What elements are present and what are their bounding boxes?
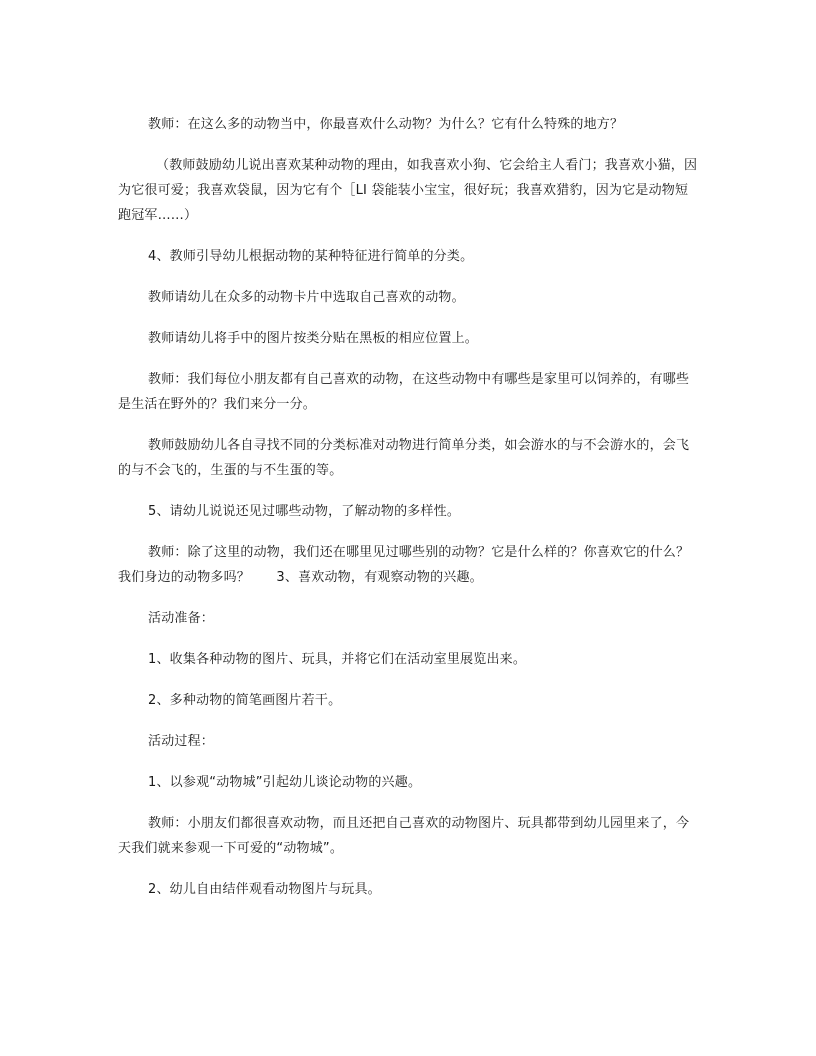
document-body xyxy=(118,112,700,918)
paragraph-prep-1: 1、收集各种动物的图片、玩具，并将它们在活动室里展览出来。 xyxy=(148,652,527,667)
paragraph-step-4: 4、教师引导幼儿根据动物的某种特征进行简单的分类。 xyxy=(148,249,474,264)
paragraph-teacher-other-animals: 教师：除了这里的动物，我们还在哪里见过哪些别的动物？它是什么样的？你喜欢它的什么？我们身边的动物多吗？ 3、喜欢动物，有观察动物的兴趣。 xyxy=(118,545,690,585)
paragraph-teacher-visit: 教师：小朋友们都很喜欢动物，而且还把自己喜欢的动物图片、玩具都带到幼儿园里来了，今天我们就来参观一下可爱的“动物城”。 xyxy=(118,816,690,856)
paragraph-prep-2: 2、多种动物的简笔画图片若干。 xyxy=(148,693,342,708)
paragraph-post-pictures: 教师请幼儿将手中的图片按类分贴在黑板的相应位置上。 xyxy=(148,331,479,346)
paragraph-teacher-question: 教师：在这么多的动物当中，你最喜欢什么动物？为什么？它有什么特殊的地方？ xyxy=(148,117,624,132)
paragraph-reasons-note: （教师鼓励幼儿说出喜欢某种动物的理由，如我喜欢小狗、它会给主人看门；我喜欢小猫，因为它很可爱；我喜欢袋鼠，因为它有个［LI 袋能装小宝宝，很好玩；我喜欢猎豹，因为它是动物短跑冠军……） xyxy=(118,158,698,223)
paragraph-teacher-classify: 教师：我们每位小朋友都有自己喜欢的动物，在这些动物中有哪些是家里可以饲养的，有哪些是生活在野外的？我们来分一分。 xyxy=(118,372,690,412)
paragraph-process-2: 2、幼儿自由结伴观看动物图片与玩具。 xyxy=(148,882,381,897)
paragraph-step-5: 5、请幼儿说说还见过哪些动物，了解动物的多样性。 xyxy=(148,504,461,519)
paragraph-select-cards: 教师请幼儿在众多的动物卡片中选取自己喜欢的动物。 xyxy=(148,290,465,305)
heading-activity-process: 活动过程： xyxy=(148,734,215,749)
paragraph-process-1: 1、以参观“动物城”引起幼儿谈论动物的兴趣。 xyxy=(148,775,422,790)
paragraph-classification-criteria: 教师鼓励幼儿各自寻找不同的分类标准对动物进行简单分类，如会游水的与不会游水的，会飞的与不会飞的，生蛋的与不生蛋的等。 xyxy=(118,438,690,478)
heading-activity-preparation: 活动准备： xyxy=(148,611,215,626)
